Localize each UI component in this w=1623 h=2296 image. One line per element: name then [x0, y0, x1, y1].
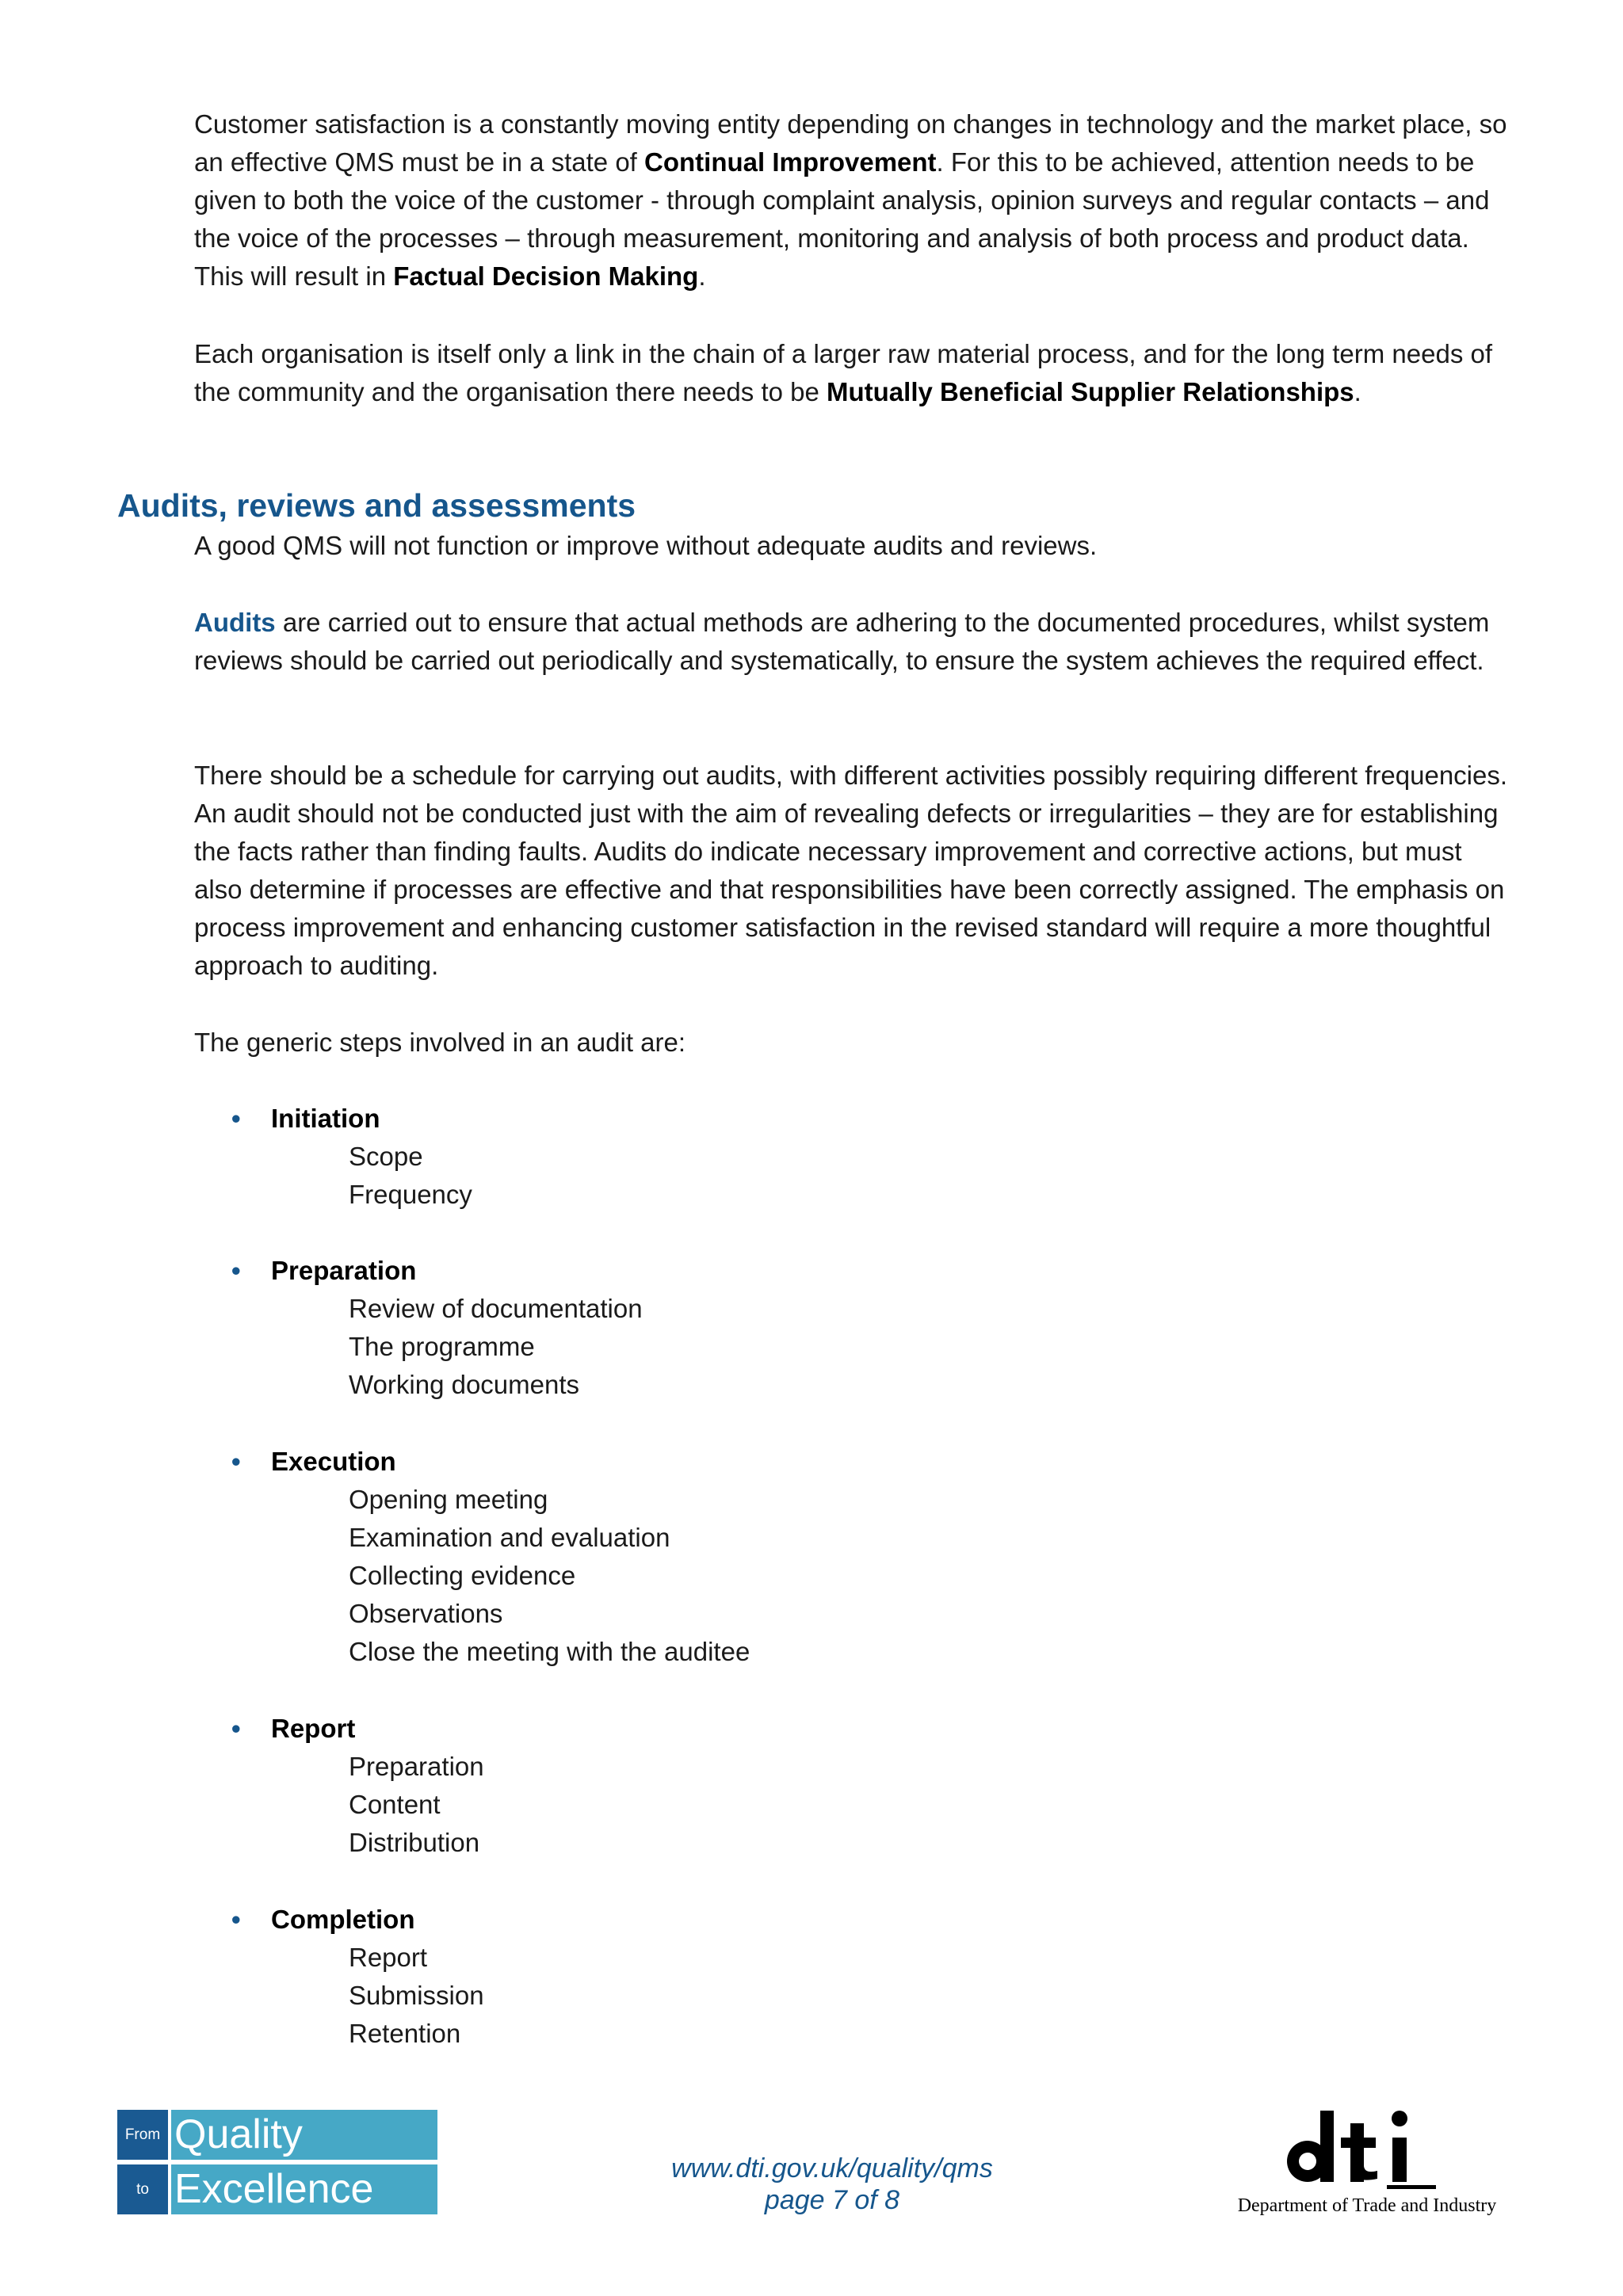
- section-paragraph-1: A good QMS will not function or improve without adequate audits and reviews.: [194, 531, 1098, 560]
- step-item: Distribution: [349, 1828, 480, 1857]
- bullet-icon: •: [231, 1104, 241, 1133]
- step-item: Observations: [349, 1599, 503, 1628]
- step-title-initiation: Initiation: [271, 1104, 380, 1133]
- step-title-preparation: Preparation: [271, 1256, 417, 1285]
- logo-to-label: to: [117, 2164, 168, 2214]
- section-paragraph-audits: [194, 604, 1510, 680]
- step-item: Preparation: [349, 1752, 484, 1781]
- footer-page-number: page 7 of 8: [764, 2185, 900, 2215]
- text-run: .: [1354, 377, 1361, 406]
- section-paragraph-steps-intro: The generic steps involved in an audit are:: [194, 1028, 686, 1057]
- section-heading: Audits, reviews and assessments: [117, 487, 636, 524]
- accent-term-audits: Audits: [194, 608, 276, 637]
- step-item: Report: [349, 1943, 428, 1972]
- step-item: Submission: [349, 1981, 484, 2010]
- text-run: Customer satisfaction is a constantly moving entity depending on changes in technology and the market place, so an effective QMS must be in a state of: [194, 109, 1507, 177]
- step-item: Content: [349, 1790, 441, 1819]
- bullet-icon: •: [231, 1447, 241, 1476]
- bullet-icon: •: [231, 1256, 241, 1285]
- intro-paragraph-2: [194, 335, 1510, 411]
- step-item: Retention: [349, 2019, 461, 2048]
- bullet-icon: •: [231, 1714, 241, 1743]
- bullet-icon: •: [231, 1905, 241, 1934]
- text-run: .: [698, 261, 706, 291]
- step-item: The programme: [349, 1332, 535, 1361]
- step-item: Collecting evidence: [349, 1561, 576, 1590]
- bold-term-factual-decision-making: Factual Decision Making: [393, 261, 699, 291]
- step-title-report: Report: [271, 1714, 356, 1743]
- step-title-completion: Completion: [271, 1905, 415, 1934]
- bold-term-continual-improvement: Continual Improvement: [644, 147, 937, 177]
- step-item: Frequency: [349, 1180, 472, 1209]
- step-item: Close the meeting with the auditee: [349, 1637, 750, 1666]
- dti-caption: Department of Trade and Industry: [1237, 2195, 1497, 2216]
- text-run: . For this to be achieved, attention needs to be given to both the voice of the customer - through complaint analysis, opinion surveys and regular contacts – and the voice of the processes – through measurement, monitoring and analysis of both process and product data. This will result in: [194, 147, 1490, 291]
- intro-paragraph-1: [194, 105, 1510, 296]
- logo-from-label: From: [117, 2110, 168, 2160]
- logo-row-quality: [117, 2110, 437, 2160]
- logo-excellence-label: Excellence: [171, 2164, 437, 2214]
- section-paragraph-schedule: There should be a schedule for carrying out audits, with different activities possibly requiring different frequencies. An audit should not be conducted just with the aim of revealing defects or irregularities – they are for establishing the facts rather than finding faults. Audits do indicate necessary improvement and corrective actions, but must also determine if processes are effective and that responsibilities have been correctly assigned. The emphasis on process improvement and enhancing customer satisfaction in the revised standard will require a more thoughtful approach to auditing.: [194, 761, 1508, 980]
- step-item: Review of documentation: [349, 1294, 643, 1323]
- step-title-execution: Execution: [271, 1447, 396, 1476]
- text-run: Each organisation is itself only a link in the chain of a larger raw material process, and for the long term needs of the community and the organisation there needs to be: [194, 339, 1493, 406]
- quality-excellence-logo: [117, 2110, 437, 2216]
- logo-quality-label: Quality: [171, 2110, 437, 2160]
- step-item: Examination and evaluation: [349, 1523, 670, 1552]
- step-item: Scope: [349, 1142, 423, 1171]
- step-item: Working documents: [349, 1370, 580, 1399]
- text-run: are carried out to ensure that actual methods are adhering to the documented procedures, whilst system reviews should be carried out periodically and systematically, to ensure the system achieves the required effect.: [194, 608, 1490, 675]
- step-item: Opening meeting: [349, 1485, 548, 1514]
- dti-logo-icon: [1276, 2101, 1442, 2190]
- logo-row-excellence: [117, 2164, 437, 2214]
- bold-term-supplier-relationships: Mutually Beneficial Supplier Relationships: [827, 377, 1354, 406]
- footer-url-link[interactable]: www.dti.gov.uk/quality/qms: [671, 2153, 993, 2183]
